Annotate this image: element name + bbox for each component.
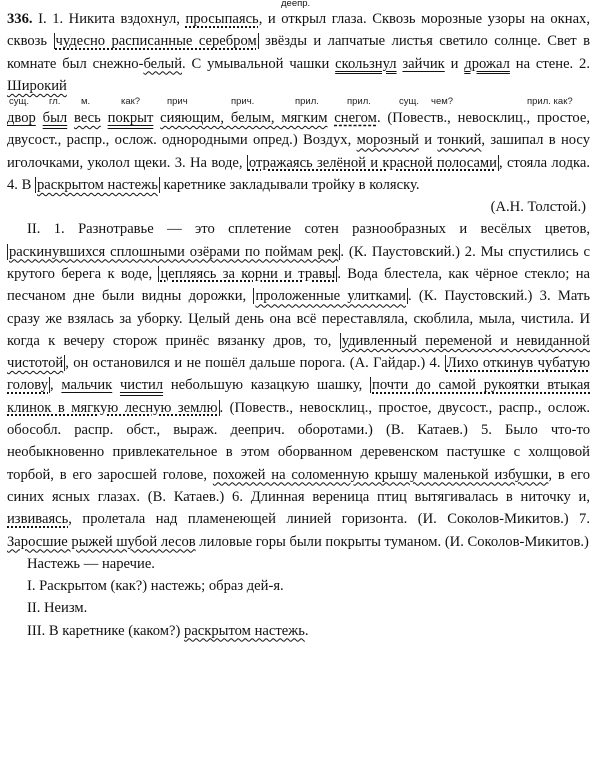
gerund-phrase: цепляясь за корни и травы (160, 265, 336, 282)
mark: прил. как? (527, 96, 573, 108)
subject-word: зайчик (402, 55, 445, 72)
mark: м. (81, 96, 91, 108)
predicate-word: скользнул (335, 55, 397, 72)
participle-phrase: раскрытом настежь (36, 177, 158, 194)
space (101, 110, 108, 126)
sentence-text: . Вода блестела, как чёрное стекло; на песчаном дне были видны дорожки, (7, 265, 590, 305)
sentence-text: , стояла лодка. 4. В (7, 154, 590, 194)
gerund-phrase: отражаясь зелёной и красной полосами (248, 154, 497, 171)
sentence-text: 1. Никита вздохнул, (52, 11, 186, 27)
sentence-text: на стене. 2. (509, 55, 591, 72)
participial-phrase: проложенные улитками (255, 288, 406, 305)
participial-phrase: Заросшие рыжей шубой лесов (7, 533, 196, 550)
sentence-text: и (444, 55, 465, 72)
object-word: снегом (334, 110, 377, 127)
sentence-text: . (К. Паустовский.) 3. Мать сразу же взялась за уборку. Целый день она всё переставляла, скоблила, мыла, чистила. И когда к вечеру сторож принёс вязанку дров, то, (7, 288, 590, 349)
mark: прил. (295, 96, 319, 108)
sentence-text: , он остановился и не пошёл дальше порога. (А. Гайдар.) 4. (65, 355, 445, 372)
mark: сущ. (399, 96, 419, 108)
mark: прич (167, 96, 188, 108)
participial-phrase: чудесно расписанные серебром (55, 33, 257, 50)
attribute-word: тонкий (437, 132, 482, 149)
mark: прич. (231, 96, 255, 108)
mark: сущ. (9, 96, 29, 108)
predicate-word: был (42, 110, 68, 127)
exercise-part-1 (7, 0, 591, 97)
participial-phrase: раскинувшихся сплошными озёрами по поймам рек (9, 243, 339, 260)
attribute-words: сияющим, белым, мягким (160, 110, 328, 127)
sentence-text: небольшую казацкую шашку, (163, 377, 371, 394)
sentence-text: звёзды и лапчатые листья светило солнце. Свет в комнате был снежно- (7, 33, 590, 72)
predicate-word: чистил (119, 377, 164, 394)
subject-word: двор (7, 110, 36, 127)
sentence-text: , зашипал в носу иголочками, уколол щеки. 3. На воде, (7, 132, 590, 171)
sentence-text: . С умывальной чашки (182, 55, 336, 72)
sentence-text: , и открыл глаза. Сквозь морозные узоры на окнах, сквозь (7, 11, 591, 50)
analysis-line: II. Неизм. (27, 600, 88, 617)
grammar-marks-row (7, 97, 590, 107)
adjective-phrase: похожей на соломенную крышу маленькой избушки (212, 466, 549, 483)
mark: как? (121, 96, 141, 108)
mark: прил. (347, 96, 371, 108)
sentence-text: . (К. Паустовский.) 2. Мы спустились с крутого берега к воде, (7, 243, 590, 282)
attribute-word: весь (74, 110, 101, 127)
space (67, 110, 74, 126)
gerund-word: просыпаясь (185, 11, 259, 27)
sentence-text: . (Повеств., невосклиц., простое, двусост., распр., ослож. однородными опред.) Воздух, (7, 110, 591, 149)
gerund-phrase: Лихо откинув чубатую голову (7, 355, 590, 394)
sentence-text: , (50, 377, 62, 394)
mark: чем? (431, 96, 454, 108)
mark: гл. (49, 96, 61, 108)
sentence-text: , пролетала над пламенеющей линией горизонта. (И. Соколов-Микитов.) 7. (68, 511, 590, 528)
analysis-phrase: раскрытом настежь (184, 622, 305, 639)
exercise-part-1-cont (7, 107, 590, 196)
sentence-text: 1. Разнотравье — это сплетение сотен разнообразных и весёлых цветов, (53, 221, 590, 238)
subject-word: мальчик (61, 377, 113, 394)
exercise-number: 336. (7, 11, 33, 27)
gerund-word: извиваясь (7, 511, 69, 528)
predicate-word: покрыт (107, 110, 154, 127)
sentence-text: , в его синих ясных глазах. (В. Катаев.) 6. Длинная вереница птиц вытягивалась в ниточку и, (7, 466, 590, 505)
part-marker: I. (38, 11, 47, 27)
predicate-word: дрожал (464, 55, 510, 72)
attribute-word: Широкий (7, 77, 67, 94)
gerund-phrase: почти до самой рукоятки втыкая клинок в мягкую лесную землю (7, 377, 591, 416)
sentence-text: и (418, 132, 438, 149)
exercise-part-2 (7, 218, 590, 552)
sentence-text: каретнике закладывали тройку в коляску. (159, 177, 420, 194)
analysis-text: III. В каретнике (каком?) (27, 622, 185, 639)
participial-phrase: удивленный переменой и невиданной чистотой (7, 332, 590, 372)
attribute-word: морозный (356, 132, 419, 149)
analysis-line: Настежь — наречие. (27, 555, 155, 572)
space (36, 110, 43, 126)
part-marker: II. (27, 221, 41, 238)
analysis-line-final (7, 620, 590, 642)
sentence-text: лиловые горы были покрыты туманом. (И. Соколов-Микитов.) (195, 533, 589, 550)
predicate-word: белый (143, 55, 183, 72)
space (112, 377, 120, 393)
sentence-text: . (Повеств., невосклиц., простое, двусост., распр., ослож. обособл. распр. обст., выраж. деeприч. оборотами.) (В. Катаев.) 5. Было что-то необыкновенно привлекательное в этом оборванном деревенском пастушке с холщовой торбой, в его заросшей голове, (7, 399, 591, 483)
analysis-text: . (304, 622, 309, 639)
exercise-mark-above: деепр. (281, 0, 311, 9)
author-credit: (А.Н. Толстой.) (490, 199, 586, 216)
analysis-line: I. Раскрытом (как?) настежь; образ дей-я. (27, 578, 284, 595)
